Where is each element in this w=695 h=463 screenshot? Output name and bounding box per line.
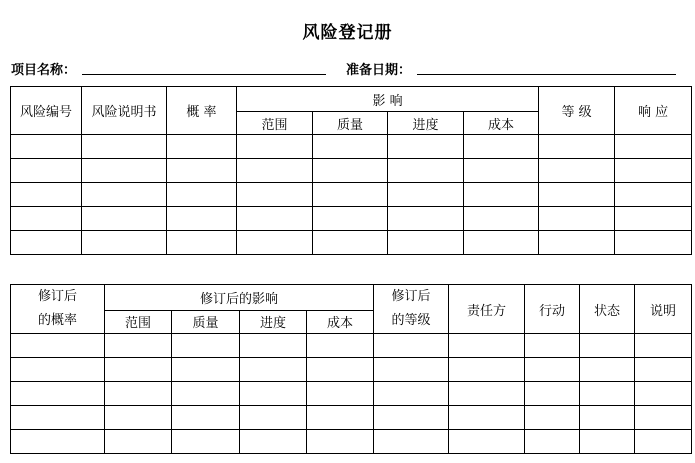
header-revised-scope: 范围 xyxy=(105,310,172,333)
risk-register-cell[interactable] xyxy=(167,231,237,255)
revised-risk-cell[interactable] xyxy=(172,358,240,382)
revised-risk-cell[interactable] xyxy=(307,406,374,430)
revised-risk-cell[interactable] xyxy=(635,358,692,382)
revised-risk-cell[interactable] xyxy=(11,406,105,430)
risk-register-cell[interactable] xyxy=(388,135,464,159)
header-revised-quality: 质量 xyxy=(172,310,240,333)
risk-register-cell[interactable] xyxy=(167,135,237,159)
risk-register-cell[interactable] xyxy=(539,231,615,255)
risk-register-cell[interactable] xyxy=(615,183,692,207)
risk-register-row xyxy=(11,159,692,183)
revised-risk-cell[interactable] xyxy=(240,430,307,454)
header-risk-id: 风险编号 xyxy=(11,87,82,135)
revised-risk-cell[interactable] xyxy=(580,358,635,382)
revised-risk-cell[interactable] xyxy=(374,406,449,430)
risk-register-cell[interactable] xyxy=(615,135,692,159)
revised-risk-cell[interactable] xyxy=(307,334,374,358)
risk-register-row xyxy=(11,231,692,255)
revised-risk-cell[interactable] xyxy=(11,382,105,406)
revised-risk-cell[interactable] xyxy=(449,358,525,382)
revised-risk-row xyxy=(11,406,692,430)
risk-register-cell[interactable] xyxy=(167,183,237,207)
revised-risk-cell[interactable] xyxy=(307,382,374,406)
risk-register-cell[interactable] xyxy=(615,231,692,255)
header-revised-probability-line1: 修订后 xyxy=(37,289,77,304)
revised-risk-cell[interactable] xyxy=(580,406,635,430)
revised-risk-cell[interactable] xyxy=(105,382,172,406)
risk-register-cell[interactable] xyxy=(11,183,82,207)
header-revised-probability-line2: 的概率 xyxy=(37,313,77,328)
header-actions: 行动 xyxy=(525,285,580,334)
revised-risk-cell[interactable] xyxy=(580,382,635,406)
header-status: 状态 xyxy=(580,285,635,334)
risk-register-row xyxy=(11,207,692,231)
risk-register-cell[interactable] xyxy=(313,159,388,183)
revised-risk-cell[interactable] xyxy=(525,382,580,406)
revised-risk-cell[interactable] xyxy=(525,430,580,454)
revised-risk-cell[interactable] xyxy=(580,430,635,454)
revised-risk-cell[interactable] xyxy=(635,334,692,358)
revised-risk-cell[interactable] xyxy=(172,382,240,406)
header-revised-impact: 修订后的影响 xyxy=(105,285,374,311)
header-impact: 影 响 xyxy=(237,87,539,112)
risk-register-cell[interactable] xyxy=(82,231,167,255)
revised-risk-cell[interactable] xyxy=(525,358,580,382)
risk-register-cell[interactable] xyxy=(82,207,167,231)
revised-risk-cell[interactable] xyxy=(635,406,692,430)
risk-register-cell[interactable] xyxy=(388,183,464,207)
revised-risk-row xyxy=(11,358,692,382)
risk-register-row xyxy=(11,135,692,159)
header-comments: 说明 xyxy=(635,285,692,334)
risk-register-cell[interactable] xyxy=(11,207,82,231)
header-probability: 概 率 xyxy=(167,87,237,135)
revised-risk-cell[interactable] xyxy=(374,382,449,406)
header-revised-schedule: 进度 xyxy=(240,310,307,333)
header-revised-rating-line2: 的等级 xyxy=(391,313,431,328)
revised-risk-cell[interactable] xyxy=(240,358,307,382)
risk-register-row xyxy=(11,183,692,207)
risk-register-cell[interactable] xyxy=(539,159,615,183)
risk-register-cell[interactable] xyxy=(388,207,464,231)
header-risk-description: 风险说明书 xyxy=(82,87,167,135)
revised-risk-table xyxy=(10,284,692,454)
risk-register-cell[interactable] xyxy=(167,207,237,231)
risk-register-cell[interactable] xyxy=(539,183,615,207)
page-title: 风险登记册 xyxy=(302,23,393,43)
risk-register-cell[interactable] xyxy=(615,207,692,231)
revised-risk-cell[interactable] xyxy=(11,358,105,382)
header-responsible-party: 责任方 xyxy=(449,285,525,334)
revised-risk-cell[interactable] xyxy=(172,430,240,454)
revised-risk-cell[interactable] xyxy=(240,406,307,430)
risk-register-cell[interactable] xyxy=(11,231,82,255)
risk-register-cell[interactable] xyxy=(237,183,313,207)
risk-register-cell[interactable] xyxy=(237,207,313,231)
risk-register-cell[interactable] xyxy=(11,159,82,183)
revised-risk-cell[interactable] xyxy=(525,406,580,430)
risk-register-cell[interactable] xyxy=(313,135,388,159)
header-response: 响 应 xyxy=(615,87,692,135)
header-revised-cost: 成本 xyxy=(307,310,374,333)
header-revised-probability xyxy=(11,285,105,334)
risk-register-cell[interactable] xyxy=(82,183,167,207)
header-cost: 成本 xyxy=(464,112,539,135)
revised-risk-cell[interactable] xyxy=(11,430,105,454)
risk-register-cell[interactable] xyxy=(82,135,167,159)
risk-register-cell[interactable] xyxy=(313,183,388,207)
revised-risk-cell[interactable] xyxy=(172,334,240,358)
risk-register-cell[interactable] xyxy=(464,135,539,159)
risk-register-cell[interactable] xyxy=(11,135,82,159)
revised-risk-cell[interactable] xyxy=(449,334,525,358)
revised-risk-cell[interactable] xyxy=(449,382,525,406)
risk-register-cell[interactable] xyxy=(615,159,692,183)
revised-risk-cell[interactable] xyxy=(105,430,172,454)
risk-register-cell[interactable] xyxy=(388,159,464,183)
header-revised-rating-line1: 修订后 xyxy=(391,289,431,304)
revised-risk-cell[interactable] xyxy=(105,406,172,430)
revised-risk-cell[interactable] xyxy=(374,430,449,454)
revised-risk-cell[interactable] xyxy=(240,382,307,406)
risk-register-cell[interactable] xyxy=(237,231,313,255)
risk-register-cell[interactable] xyxy=(313,231,388,255)
risk-register-cell[interactable] xyxy=(539,135,615,159)
risk-register-cell[interactable] xyxy=(539,207,615,231)
revised-risk-cell[interactable] xyxy=(449,430,525,454)
header-rating: 等 级 xyxy=(539,87,615,135)
risk-register-table xyxy=(10,86,692,255)
risk-register-cell[interactable] xyxy=(388,231,464,255)
risk-register-cell[interactable] xyxy=(167,159,237,183)
revised-risk-cell[interactable] xyxy=(307,358,374,382)
risk-register-cell[interactable] xyxy=(464,183,539,207)
header-revised-rating xyxy=(374,285,449,334)
header-schedule: 进度 xyxy=(388,112,464,135)
prepared-date-label: 准备日期： xyxy=(346,63,412,78)
risk-register-cell[interactable] xyxy=(82,159,167,183)
revised-risk-cell[interactable] xyxy=(580,334,635,358)
revised-risk-cell[interactable] xyxy=(525,334,580,358)
risk-register-cell[interactable] xyxy=(464,159,539,183)
project-name-label: 项目名称： xyxy=(11,63,77,78)
header-scope: 范围 xyxy=(237,112,313,135)
risk-register-cell[interactable] xyxy=(464,231,539,255)
revised-risk-cell[interactable] xyxy=(449,406,525,430)
risk-register-cell[interactable] xyxy=(237,135,313,159)
revised-risk-row xyxy=(11,382,692,406)
risk-register-cell[interactable] xyxy=(313,207,388,231)
revised-risk-cell[interactable] xyxy=(240,334,307,358)
revised-risk-cell[interactable] xyxy=(11,334,105,358)
revised-risk-cell[interactable] xyxy=(307,430,374,454)
revised-risk-cell[interactable] xyxy=(172,406,240,430)
prepared-date-field[interactable] xyxy=(417,74,676,75)
revised-risk-row xyxy=(11,430,692,454)
project-name-field[interactable] xyxy=(82,74,326,75)
header-quality: 质量 xyxy=(313,112,388,135)
revised-risk-cell[interactable] xyxy=(105,358,172,382)
risk-register-cell[interactable] xyxy=(464,207,539,231)
revised-risk-row xyxy=(11,334,692,358)
revised-risk-cell[interactable] xyxy=(635,382,692,406)
risk-register-cell[interactable] xyxy=(237,159,313,183)
revised-risk-cell[interactable] xyxy=(105,334,172,358)
revised-risk-cell[interactable] xyxy=(635,430,692,454)
revised-risk-cell[interactable] xyxy=(374,334,449,358)
revised-risk-cell[interactable] xyxy=(374,358,449,382)
